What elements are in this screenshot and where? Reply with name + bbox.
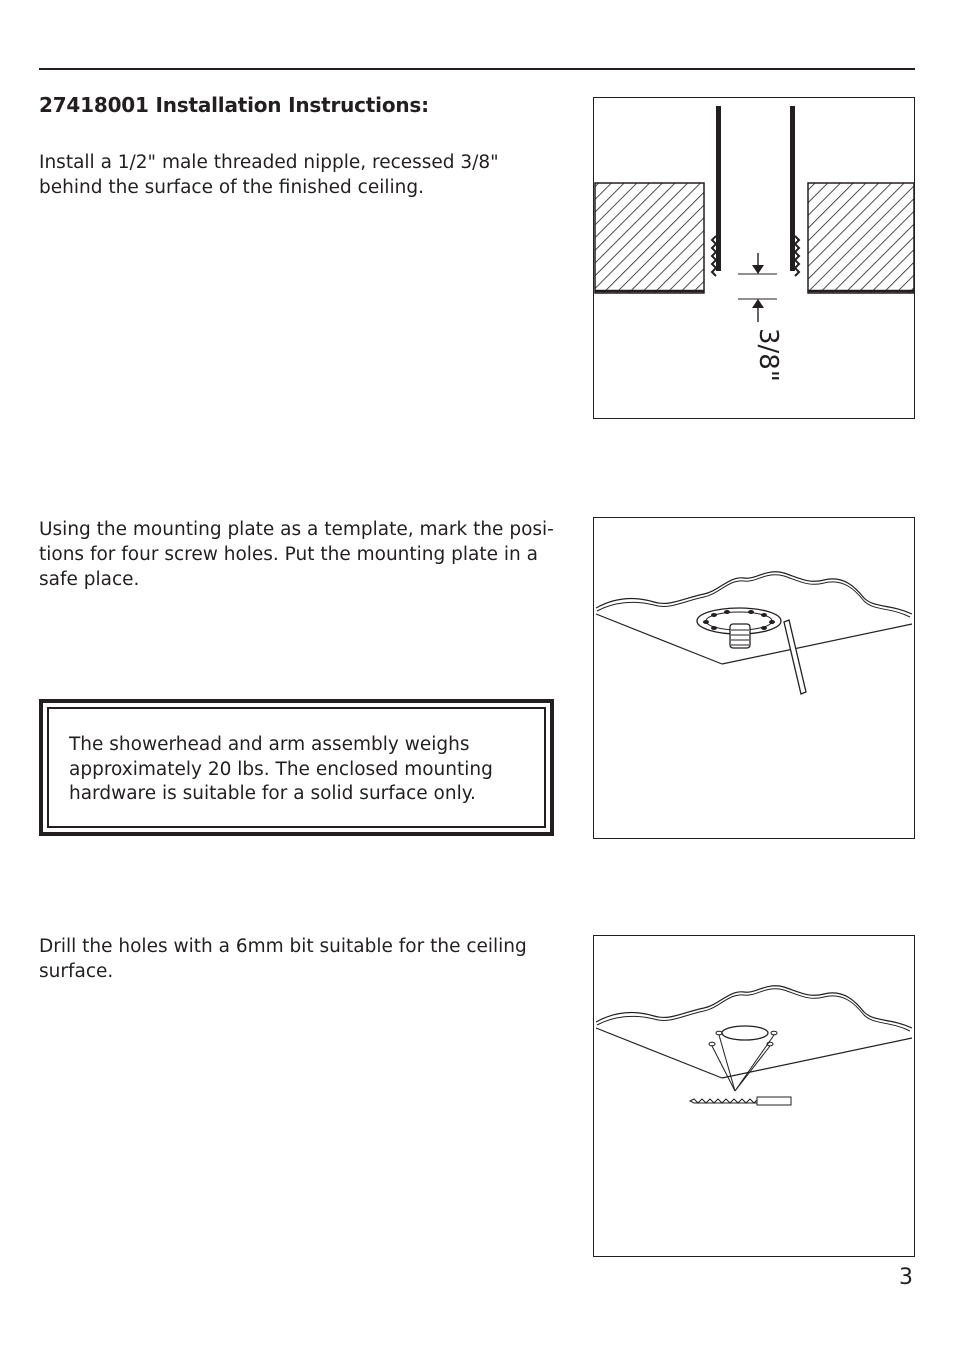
nipple-diagram: [594, 98, 914, 418]
figure-mounting-plate: [593, 517, 915, 839]
threaded-nipple: [730, 624, 750, 648]
recess-dimension-label: 3/8": [753, 328, 783, 382]
page-number: 3: [899, 1265, 913, 1290]
ceiling-edge-top: [596, 572, 912, 614]
ceiling-right-hatch: [808, 183, 914, 293]
mounting-plate-diagram: [594, 518, 914, 838]
drill-bit-shank: [757, 1097, 791, 1105]
step-2-text: Using the mounting plate as a template, mark the posi-tions for four screw holes. Put the mounting plate in a safe place.: [39, 519, 554, 590]
ceiling-edge-thickness: [597, 989, 910, 1031]
pencil: [784, 620, 806, 694]
dimension-arrow-top-head: [752, 265, 764, 274]
drill-diagram: [594, 936, 914, 1256]
thread-right: [795, 236, 799, 276]
figure-recessed-nipple: [593, 97, 915, 419]
warning-box: [39, 699, 554, 836]
header-rule: [39, 68, 915, 70]
drill-guide-lines: [712, 1035, 774, 1091]
nipple-opening: [722, 1026, 768, 1040]
nipple-wall-left: [716, 106, 721, 271]
drill-bit-flutes: [690, 1099, 760, 1103]
ceiling-left-hatch: [595, 183, 704, 293]
step-3-text: Drill the holes with a 6mm bit suitable for the ceiling surface.: [39, 936, 527, 982]
page-title: 27418001 Installation Instructions:: [39, 93, 429, 117]
dimension-arrow-bottom-head: [752, 299, 764, 308]
warning-text: The showerhead and arm assembly weighs approximately 20 lbs. The enclosed mounting hardware is suitable for a solid surface only.: [69, 734, 493, 804]
ceiling-edge-top: [596, 986, 912, 1028]
nipple-wall-right: [790, 106, 795, 271]
ceiling-plane-left: [596, 1028, 722, 1078]
figure-drill-holes: [593, 935, 915, 1257]
thread-left: [712, 236, 716, 276]
step-1-text: Install a 1/2" male threaded nipple, recessed 3/8" behind the surface of the finished ceiling.: [39, 152, 499, 198]
ceiling-plane-right: [722, 1038, 912, 1078]
